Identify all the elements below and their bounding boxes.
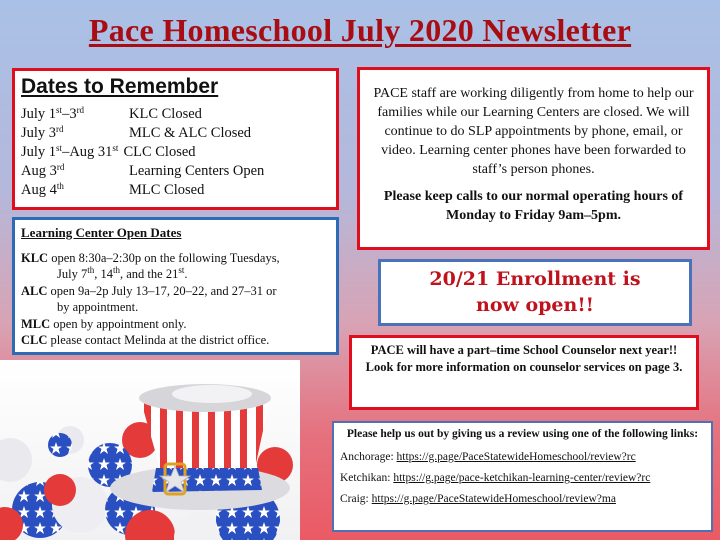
date-event: CLC Closed [123,144,196,160]
anchorage-review-link[interactable]: https://g.page/PaceStatewideHomeschool/review?rc [396,451,636,463]
staff-paragraph: PACE staff are working diligently from home to help our families while our Learning Centers are closed. We will continue to do SLP appointments by phone, email, or video. Learning center phones have been forwarded to staff’s person phones. [373,86,694,177]
enrollment-banner: 20/21 Enrollment is now open!! [378,259,692,326]
lc-heading: Learning Center Open Dates [21,225,182,240]
uncle-sam-hat-illustration [0,360,300,540]
dates-heading: Dates to Remember [21,75,219,98]
clc-entry: CLC please contact Melinda at the district office. [21,333,270,347]
reviews-box [332,421,713,532]
date-event: MLC Closed [129,182,205,198]
alc-entry: ALC open 9a–2p July 13–17, 20–22, and 27–31 or [21,283,277,298]
learning-center-open-dates-box: Learning Center Open Dates KLC open 8:30a–2:30p on the following Tuesdays, July 7th, 14th, and the 21st. ALC open 9a–2p July 13–17, 20–22, and 27–31 or by appointment. MLC open by appointment only. CLC please contact Melinda at the district office. [12,217,339,355]
date-event: KLC Closed [129,106,202,122]
reviews-heading: Please help us out by giving us a review using one of the following links: [346,428,699,440]
staff-notice-box [357,67,710,250]
ketchikan-review-link[interactable]: https://g.page/pace-ketchikan-learning-center/review?rc [393,472,651,484]
date-event: Learning Centers Open [129,163,265,179]
craig-review-link[interactable]: https://g.page/PaceStatewideHomeschool/review?ma [371,493,616,505]
dates-to-remember-box [12,68,339,210]
date-event: MLC & ALC Closed [129,125,252,141]
counselor-notice-box: PACE will have a part–time School Counselor next year!! Look for more information on counselor services on page 3. [349,335,699,410]
date-row: July 1st–Aug 31st CLC Closed [21,143,196,160]
date-row: July 1st–3rd KLC Closed [21,105,202,122]
operating-hours: Please keep calls to our normal operating hours of Monday to Friday 9am–5pm. [383,189,684,223]
date-row: July 3rd MLC & ALC Closed [21,124,252,141]
review-link-row: Craig: https://g.page/PaceStatewideHomeschool/review?ma [340,493,616,505]
page-title: Pace Homeschool July 2020 Newsletter [88,12,632,48]
review-link-row: Ketchikan: https://g.page/pace-ketchikan-learning-center/review?rc [340,472,651,484]
hat-balloons-icon [0,360,300,540]
klc-entry: KLC open 8:30a–2:30p on the following Tuesdays, [21,250,280,265]
date-row: Aug 4th MLC Closed [21,181,205,198]
review-link-row: Anchorage: https://g.page/PaceStatewideHomeschool/review?rc [340,451,636,463]
date-row: Aug 3rd Learning Centers Open [21,162,265,179]
mlc-entry: MLC open by appointment only. [21,316,187,331]
